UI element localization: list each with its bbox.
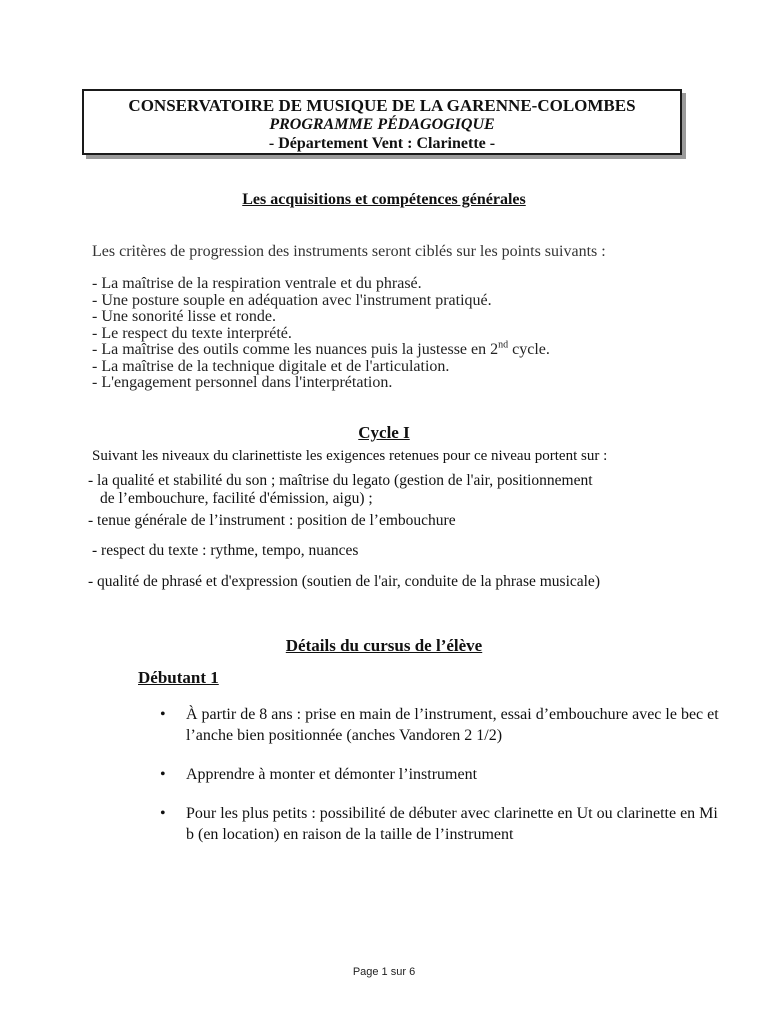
criterion: - L'engagement personnel dans l'interprétation. [92,374,393,391]
list-item [160,764,720,785]
section-title-acquisitions: Les acquisitions et compétences générales [242,191,526,208]
criterion [92,339,550,359]
cycle-item: - respect du texte : rythme, tempo, nuances [92,542,359,559]
conservatory-title: CONSERVATOIRE DE MUSIQUE DE LA GARENNE-COLOMBES [128,96,636,115]
list-item [160,803,720,845]
program-subtitle: PROGRAMME PÉDAGOGIQUE [269,116,495,133]
criterion: - Une sonorité lisse et ronde. [92,308,276,325]
criterion-text-end: cycle. [508,341,550,358]
bullet-icon: • [160,706,166,723]
bullet-icon: • [160,805,166,822]
criteria-list [92,276,550,392]
cycle-item-continuation: de l’embouchure, facilité d'émission, aigu) ; [100,490,373,507]
cycle-title: Cycle I [358,423,410,442]
list-item-text: À partir de 8 ans : prise en main de l’instrument, essai d’embouchure avec le bec et l’anche bien positionnée (anches Vandoren 2 1/2) [186,706,719,744]
bullet-list [160,704,720,863]
ordinal-superscript: nd [498,339,509,351]
list-item [160,704,720,746]
cycle-intro: Suivant les niveaux du clarinettiste les exigences retenues pour ce niveau portent sur : [92,448,608,464]
cycle-item: - la qualité et stabilité du son ; maîtrise du legato (gestion de l'air, positionnement [88,472,593,489]
level-title: Débutant 1 [138,668,219,687]
criterion: - La maîtrise de la technique digitale et de l'articulation. [92,357,450,375]
cycle-item: - qualité de phrasé et d'expression (soutien de l'air, conduite de la phrase musicale) [88,573,600,590]
criteria-intro: Les critères de progression des instruments seront ciblés sur les points suivants : [92,243,606,260]
cycle-item: - tenue générale de l’instrument : position de l’embouchure [88,512,456,529]
cursus-title: Détails du cursus de l’élève [285,636,483,655]
bullet-icon: • [160,766,166,783]
header-box [82,89,682,155]
page-number: Page 1 sur 6 [352,966,416,978]
criterion: - Le respect du texte interprété. [92,324,292,342]
list-item-text: Pour les plus petits : possibilité de débuter avec clarinette en Ut ou clarinette en Mi b (en location) en raison de la taille de l’instrument [186,805,718,843]
criterion-text: - La maîtrise des outils comme les nuances puis la justesse en 2 [92,341,499,358]
list-item-text: Apprendre à monter et démonter l’instrument [186,766,478,783]
criterion: - Une posture souple en adéquation avec l'instrument pratiqué. [92,291,492,309]
department-subtitle: - Département Vent : Clarinette - [268,135,496,152]
criterion: - La maîtrise de la respiration ventrale et du phrasé. [92,275,422,292]
